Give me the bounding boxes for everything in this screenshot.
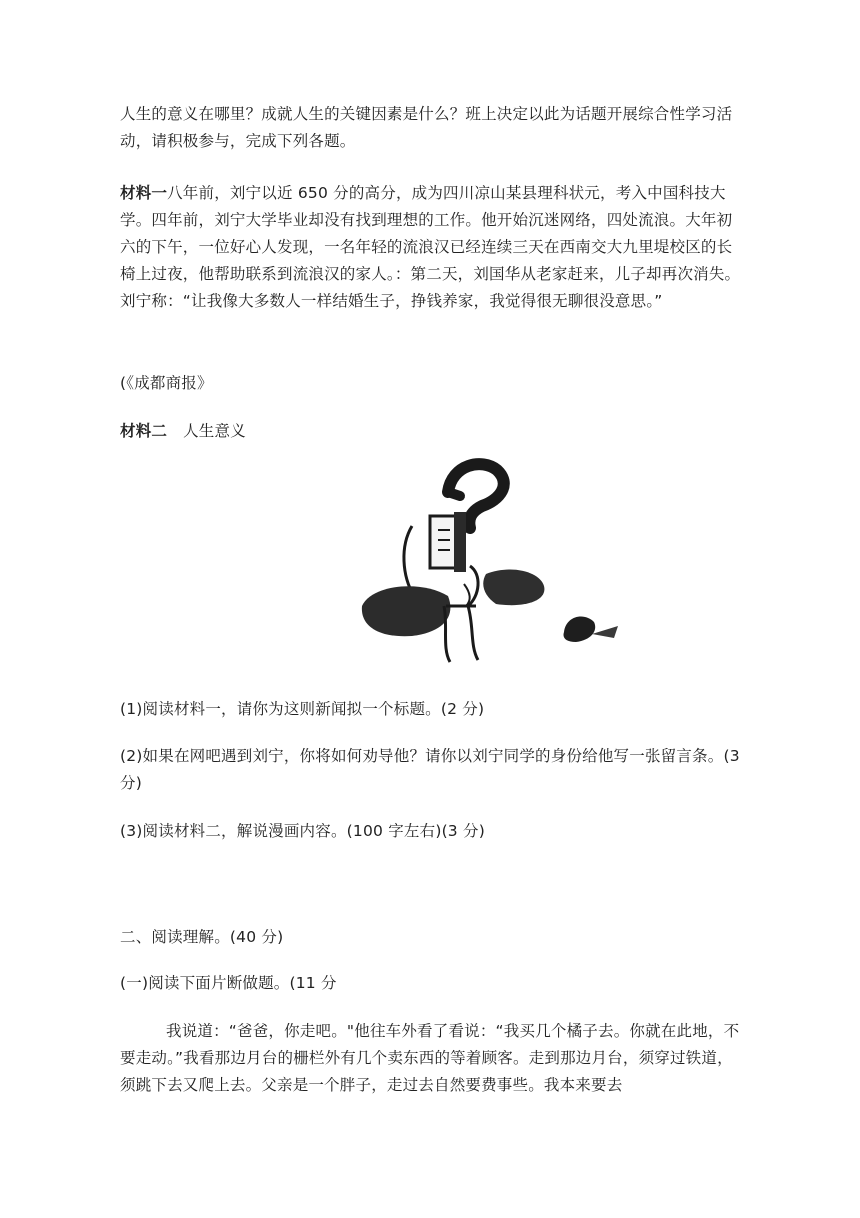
- question-2: (2)如果在网吧遇到刘宁，你将如何劝导他？请你以刘宁同学的身份给他写一张留言条。(3 分): [120, 747, 740, 792]
- material1-label: 材料一: [120, 184, 168, 202]
- material2-heading: [120, 418, 742, 445]
- cartoon-image: [352, 456, 652, 670]
- material2-label: 材料二: [120, 422, 168, 440]
- section2-heading: 二、阅读理解。(40 分): [120, 928, 284, 946]
- reading-passage: 我说道：“爸爸，你走吧。"他往车外看了看说：“我买几个橘子去。你就在此地，不要走动。”我看那边月台的栅栏外有几个卖东西的等着顾客。走到那边月台，须穿过铁道，须跳下去又爬上去。父亲是一个胖子，走过去自然要费事些。我本来要去: [120, 1022, 740, 1094]
- intro-paragraph: 人生的意义在哪里？成就人生的关键因素是什么？班上决定以此为话题开展综合性学习活动，请积极参与，完成下列各题。: [120, 105, 733, 150]
- material1-paragraph: [120, 180, 742, 315]
- material1-source: (《成都商报》: [120, 374, 213, 392]
- question-1: (1)阅读材料一，请你为这则新闻拟一个标题。(2 分): [120, 700, 485, 718]
- section2-subheading: (一)阅读下面片断做题。(11 分: [120, 974, 337, 992]
- material1-text: 八年前，刘宁以近 650 分的高分，成为四川凉山某县理科状元，考入中国科技大学。四年前，刘宁大学毕业却没有找到理想的工作。他开始沉迷网络，四处流浪。大年初六的下午，一位好心人发现，一名年轻的流浪汉已经连续三天在西南交大九里堤校区的长椅上过夜，他帮助联系到流浪汉的家人。：第二天，刘国华从老家赶来，儿子却再次消失。刘宁称：“让我像大多数人一样结婚生子，挣钱养家，我觉得很无聊很没意思。”: [120, 184, 741, 310]
- material2-title: 人生意义: [183, 422, 246, 440]
- question-3: (3)阅读材料二，解说漫画内容。(100 字左右)(3 分): [120, 822, 485, 840]
